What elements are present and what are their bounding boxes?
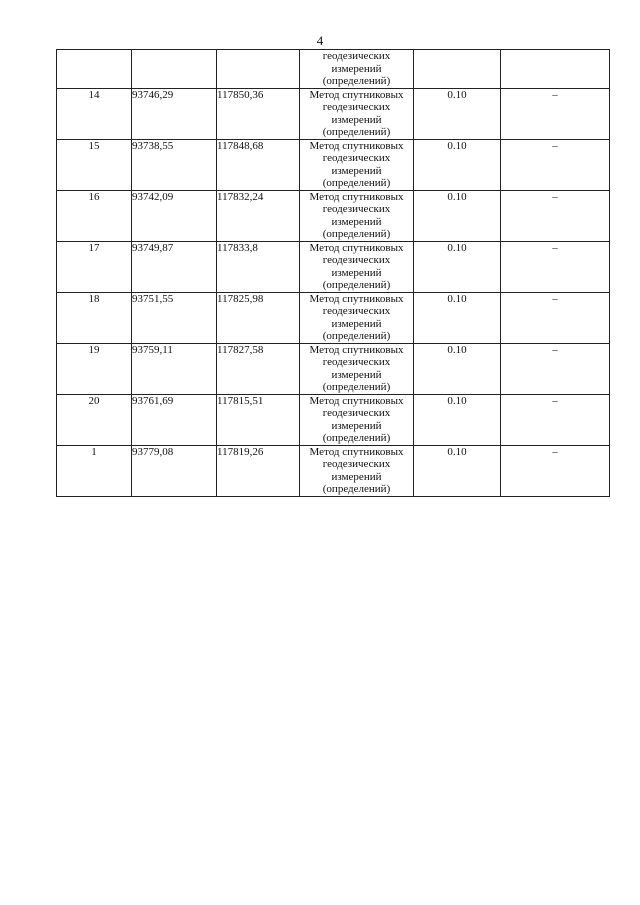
cell-description: –	[501, 445, 610, 496]
method-line: Метод спутниковых	[309, 292, 404, 305]
cell-point-number: 15	[57, 139, 132, 190]
method-line: (определений)	[322, 177, 391, 189]
cell-description: –	[501, 343, 610, 394]
table-row	[57, 445, 610, 496]
cell-accuracy: 0.10	[414, 241, 501, 292]
cell-point-number: 17	[57, 241, 132, 292]
method-line: Метод спутниковых	[309, 190, 404, 203]
cell-method	[300, 394, 414, 445]
method-line: (определений)	[322, 126, 391, 138]
method-line: Метод спутниковых	[309, 241, 404, 254]
table-row	[57, 241, 610, 292]
cell-x	[132, 50, 217, 89]
cell-description: –	[501, 88, 610, 139]
method-line: геодезических	[322, 101, 391, 113]
table-row	[57, 343, 610, 394]
method-line: измерений	[331, 317, 382, 330]
cell-description: –	[501, 292, 610, 343]
cell-method	[300, 445, 414, 496]
cell-description: –	[501, 139, 610, 190]
method-line: измерений	[331, 368, 382, 381]
cell-point-number: 1	[57, 445, 132, 496]
cell-x: 93759,11	[132, 343, 217, 394]
cell-y: 117825,98	[217, 292, 300, 343]
cell-x: 93749,87	[132, 241, 217, 292]
method-line: геодезических	[322, 254, 391, 266]
coordinates-table-body	[57, 50, 610, 497]
table-row	[57, 394, 610, 445]
cell-description	[501, 50, 610, 89]
cell-accuracy: 0.10	[414, 343, 501, 394]
cell-point-number: 20	[57, 394, 132, 445]
method-line: геодезических	[322, 305, 391, 317]
cell-x: 93742,09	[132, 190, 217, 241]
method-line: геодезических	[322, 50, 391, 62]
cell-y	[217, 50, 300, 89]
cell-y: 117827,58	[217, 343, 300, 394]
cell-y: 117815,51	[217, 394, 300, 445]
method-line: (определений)	[322, 483, 391, 495]
cell-method	[300, 292, 414, 343]
method-line: Метод спутниковых	[309, 445, 404, 458]
cell-description: –	[501, 190, 610, 241]
cell-method	[300, 190, 414, 241]
method-line: Метод спутниковых	[309, 139, 404, 152]
method-line: геодезических	[322, 152, 391, 164]
cell-y: 117832,24	[217, 190, 300, 241]
method-line: измерений	[331, 215, 382, 228]
cell-accuracy: 0.10	[414, 88, 501, 139]
cell-method	[300, 241, 414, 292]
table-row	[57, 139, 610, 190]
cell-y: 117833,8	[217, 241, 300, 292]
method-line: Метод спутниковых	[309, 88, 404, 101]
cell-accuracy: 0.10	[414, 394, 501, 445]
cell-y: 117819,26	[217, 445, 300, 496]
method-line: (определений)	[322, 75, 391, 87]
cell-x: 93738,55	[132, 139, 217, 190]
method-line: Метод спутниковых	[309, 394, 404, 407]
cell-y: 117848,68	[217, 139, 300, 190]
method-line: измерений	[331, 113, 382, 126]
method-line: геодезических	[322, 203, 391, 215]
method-line: (определений)	[322, 228, 391, 240]
cell-point-number: 16	[57, 190, 132, 241]
table-row	[57, 190, 610, 241]
cell-point-number: 14	[57, 88, 132, 139]
cell-method	[300, 139, 414, 190]
cell-method	[300, 50, 414, 89]
cell-x: 93761,69	[132, 394, 217, 445]
method-line: измерений	[331, 266, 382, 279]
cell-accuracy	[414, 50, 501, 89]
cell-point-number	[57, 50, 132, 89]
cell-x: 93746,29	[132, 88, 217, 139]
page-number: 4	[316, 33, 324, 48]
method-line: (определений)	[322, 432, 391, 444]
cell-point-number: 19	[57, 343, 132, 394]
cell-accuracy: 0.10	[414, 292, 501, 343]
method-line: измерений	[331, 62, 382, 75]
cell-method	[300, 343, 414, 394]
continuation-row	[57, 50, 610, 89]
cell-x: 93779,08	[132, 445, 217, 496]
method-line: геодезических	[322, 407, 391, 419]
coordinates-table	[56, 49, 610, 497]
cell-point-number: 18	[57, 292, 132, 343]
cell-method	[300, 88, 414, 139]
table-row	[57, 292, 610, 343]
cell-y: 117850,36	[217, 88, 300, 139]
cell-accuracy: 0.10	[414, 139, 501, 190]
method-line: (определений)	[322, 330, 391, 342]
method-line: (определений)	[322, 279, 391, 291]
cell-x: 93751,55	[132, 292, 217, 343]
table-row	[57, 88, 610, 139]
method-line: измерений	[331, 470, 382, 483]
method-line: геодезических	[322, 356, 391, 368]
method-line: измерений	[331, 419, 382, 432]
method-line: геодезических	[322, 458, 391, 470]
cell-accuracy: 0.10	[414, 445, 501, 496]
cell-accuracy: 0.10	[414, 190, 501, 241]
method-line: (определений)	[322, 381, 391, 393]
cell-description: –	[501, 394, 610, 445]
cell-description: –	[501, 241, 610, 292]
method-line: Метод спутниковых	[309, 343, 404, 356]
method-line: измерений	[331, 164, 382, 177]
